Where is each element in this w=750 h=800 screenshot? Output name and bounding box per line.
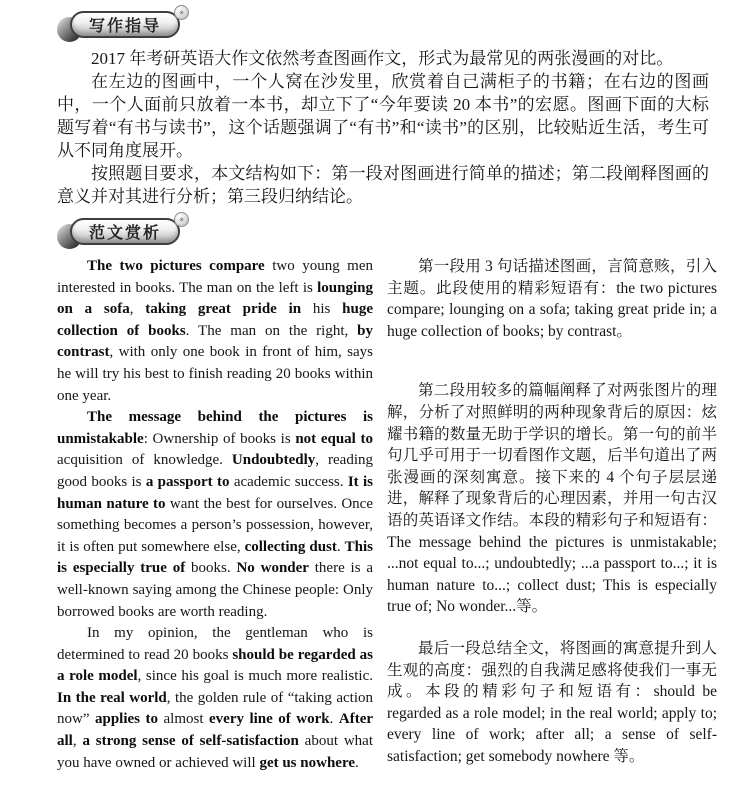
bold-phrase: get us nowhere xyxy=(259,754,355,771)
paragraph xyxy=(57,407,373,623)
text-run: In my opinion, the gentleman who is determined to read 20 books xyxy=(57,625,373,663)
bold-phrase: by contrast xyxy=(57,322,373,361)
text-run: 按照题目要求，本文结构如下：第一段对图画进行简单的描述；第二段阐释图画的意义并对其进行分析；第三段归纳结论。 xyxy=(57,164,709,206)
paragraph xyxy=(387,638,717,768)
commentary-column xyxy=(387,256,717,774)
essay-section xyxy=(57,256,717,774)
bold-phrase: Undoubtedly xyxy=(231,452,316,469)
text-run: 2017 年考研英语大作文依然考查图画作文，形式为最常见的两张漫画的对比。 xyxy=(91,49,674,68)
text-run: want the best for ourselves. Once something becomes a person’s possession, however, it is often put somewhere else, xyxy=(57,495,373,555)
bold-phrase: every line of work xyxy=(209,711,330,728)
bold-phrase: No wonder xyxy=(236,560,309,577)
model-essay-banner xyxy=(57,215,183,249)
writing-guide-banner-label: 写作指导 xyxy=(88,18,161,35)
text-run: . The man on the right, xyxy=(185,322,358,339)
bold-phrase: It is human nature to xyxy=(57,473,374,512)
text-run: 第二段用较多的篇幅阐释了对两张图片的理解，分析了对照鲜明的两种现象背后的原因：炫耀书籍的数量无助于学识的增长。第一句的前半句几乎可用于一切看图作文题，后半句道出了两张漫画的深刻寓意。接下来的 4 个句子层层递进，解释了现象背后的心理因素，并用一句古汉语的英语译文作结。本段的精彩句子和短语有：The message behind the pictures is unmistakable; ...not equal to...; undoubtedly; ...a passport to...; it is human nature to...; collect dust; This is especially true of; No wonder...等。 xyxy=(387,382,717,616)
text-run: , with only one book in front of him, says he will try his best to finish reading 20 books within one year. xyxy=(57,344,373,404)
text-run: acquisition of knowledge. xyxy=(57,452,232,469)
model-essay-banner-label: 范文赏析 xyxy=(88,225,161,242)
bold-phrase: This is especially true of xyxy=(57,538,373,577)
bold-phrase: a strong sense of self-satisfaction xyxy=(82,733,299,750)
paragraph xyxy=(57,162,709,208)
text-run: , xyxy=(72,733,83,750)
bold-phrase: The two pictures compare xyxy=(87,258,265,274)
text-run: . xyxy=(329,711,339,728)
text-run: , the golden rule of “taking action now” xyxy=(57,689,373,728)
text-run: two young men interested in books. The man on the left is xyxy=(57,258,373,296)
text-run: academic success. xyxy=(229,473,348,490)
text-run: 最后一段总结全文，将图画的寓意提升到人生观的高度：强烈的自我满足感将使我们一事无成。本段的精彩句子和短语有：should be regarded as a role model; in the real world; apply to; every line of work; after all; a sense of self-satisfaction; get somebody nowhere 等。 xyxy=(387,639,717,765)
bold-phrase: The message behind the pictures is unmistakable xyxy=(57,409,373,447)
bold-phrase: collecting dust xyxy=(244,538,337,555)
paragraph xyxy=(57,256,373,407)
banner-pill xyxy=(70,11,180,38)
text-run: almost xyxy=(158,711,209,728)
paragraph xyxy=(387,256,717,342)
text-run: , since his goal is much more realistic. xyxy=(137,668,373,685)
bold-phrase: should be regarded as a role model xyxy=(57,646,373,685)
bold-phrase: huge collection of books xyxy=(57,301,373,339)
seal-icon: ✳ xyxy=(174,5,189,20)
text-run: , xyxy=(129,301,146,318)
bold-phrase: not equal to xyxy=(295,430,374,447)
text-run: , reading good books is xyxy=(57,452,373,490)
text-run: 第一段用 3 句话描述图画，言简意赅，引入主题。此段使用的精彩短语有：the two pictures compare; lounging on a sofa; taking great pride in; a huge collection of books; by contrast。 xyxy=(387,258,717,340)
bold-phrase: In the real world xyxy=(57,689,167,706)
banner-pill xyxy=(70,218,180,245)
essay-column xyxy=(57,256,373,774)
bold-phrase: a passport to xyxy=(145,473,230,490)
text-run: books. xyxy=(185,560,237,577)
text-run: . xyxy=(336,538,345,555)
seal-icon: ✳ xyxy=(174,212,189,227)
bold-phrase: After all xyxy=(57,711,374,750)
writing-guide-paragraphs xyxy=(57,47,709,208)
bold-phrase: applies to xyxy=(94,711,158,728)
bold-phrase: taking great pride in xyxy=(145,301,302,318)
text-run: . xyxy=(355,754,359,771)
text-run: his xyxy=(301,301,343,318)
text-run: : Ownership of books is xyxy=(143,430,296,447)
paragraph xyxy=(387,380,717,618)
paragraph xyxy=(57,623,373,774)
text-run: there is a well-known saying among the Chinese people: Only borrowed books are worth reading. xyxy=(57,560,374,620)
paragraph xyxy=(57,47,709,70)
text-run: about what you have owned or achieved will xyxy=(57,733,374,771)
text-run: 在左边的图画中，一个人窝在沙发里，欣赏着自己满柜子的书籍；在右边的图画中，一个人面前只放着一本书，却立下了“今年要读 20 本书”的宏愿。图画下面的大标题写着“有书与读书”，这个话题强调了“有书”和“读书”的区别，比较贴近生活，考生可从不同角度展开。 xyxy=(57,72,709,160)
bold-phrase: lounging on a sofa xyxy=(57,279,373,318)
paragraph xyxy=(57,70,709,162)
writing-guide-banner xyxy=(57,8,183,42)
